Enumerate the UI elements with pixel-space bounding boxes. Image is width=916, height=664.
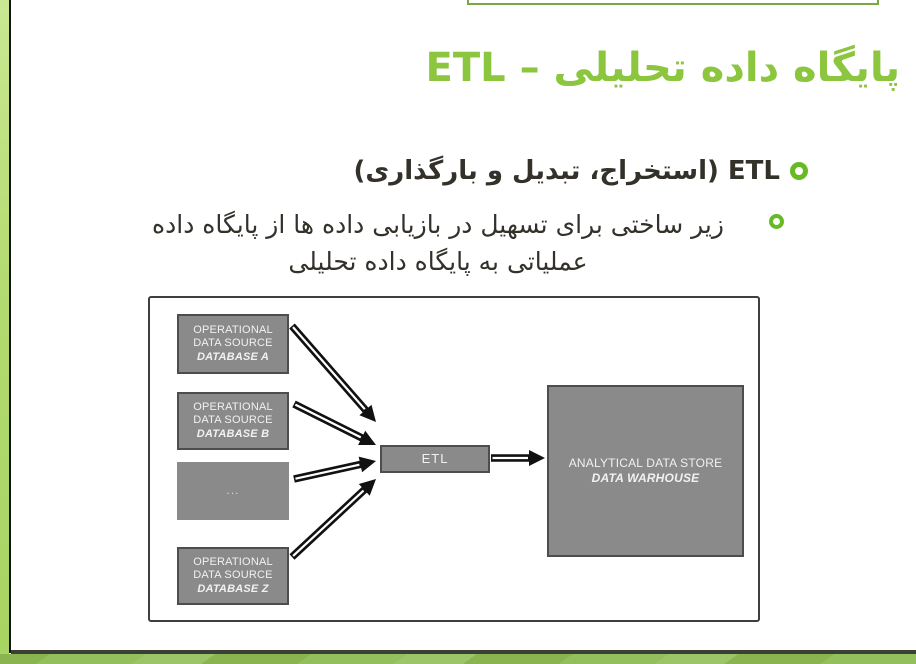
box-db-name: DATABASE B	[196, 427, 270, 440]
box-label: OPERATIONAL	[193, 323, 273, 336]
flow-arrow	[292, 326, 376, 422]
warehouse-db-name: DATA WARHOUSE	[591, 471, 700, 485]
box-label: DATA SOURCE	[193, 569, 273, 582]
flow-arrow	[294, 404, 376, 445]
flow-arrow	[294, 457, 376, 479]
etl-diagram	[148, 296, 760, 622]
source-box-database-a	[177, 314, 289, 374]
box-db-name: DATABASE Z	[197, 582, 269, 595]
top-placeholder-outline	[467, 0, 879, 5]
warehouse-box	[547, 385, 744, 557]
flow-arrow	[491, 450, 545, 466]
etl-label: ETL	[421, 451, 449, 467]
left-border-line	[9, 0, 11, 653]
source-box-ellipsis	[177, 462, 289, 520]
box-label: OPERATIONAL	[193, 555, 273, 568]
ellipsis-label: ...	[226, 483, 240, 498]
box-label: DATA SOURCE	[193, 337, 273, 350]
bullet-infrastructure	[117, 206, 784, 280]
source-box-database-b	[177, 392, 289, 450]
flow-arrow	[292, 479, 376, 557]
etl-box	[380, 445, 490, 473]
box-db-name: DATABASE A	[196, 350, 270, 363]
page-title: پایگاه داده تحلیلی – ETL	[425, 45, 900, 91]
box-label: DATA SOURCE	[193, 414, 273, 427]
source-box-database-z	[177, 547, 289, 605]
bullet-line-2: عملیاتی به پایگاه داده تحلیلی	[288, 247, 588, 276]
bullet-etl	[354, 156, 808, 186]
bullet-ring-icon	[790, 162, 808, 180]
bullet-ring-icon	[769, 214, 784, 229]
bullet-etl-text: ETL (استخراج، تبدیل و بارگذاری)	[353, 156, 780, 186]
box-label: OPERATIONAL	[193, 400, 273, 413]
bullet-line-1: زیر ساختی برای تسهیل در بازیابی داده ها از پایگاه داده	[152, 210, 724, 239]
bottom-accent-strip	[0, 654, 916, 664]
warehouse-label: ANALYTICAL DATA STORE	[568, 456, 723, 470]
left-accent-strip	[0, 0, 9, 655]
bullet-infrastructure-text	[117, 206, 759, 280]
